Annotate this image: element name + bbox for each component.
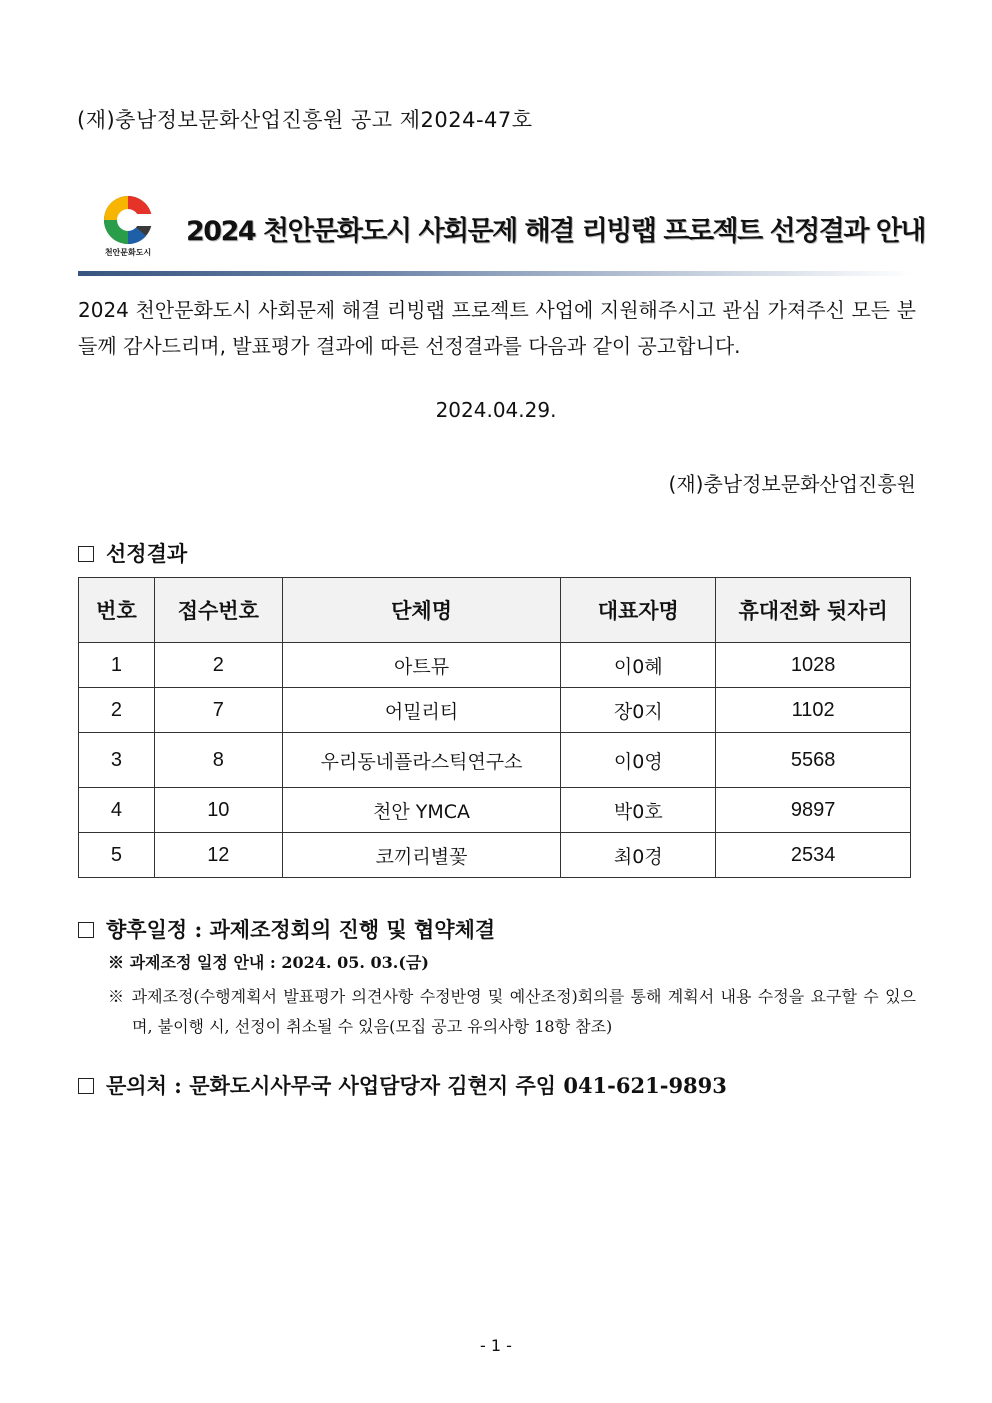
checkbox-square-icon [78,546,94,562]
notice-number: (재)충남정보문화산업진흥원 공고 제2024-47호 [77,108,533,132]
cell-representative: 최0경 [561,833,716,878]
cell-group-name: 아트뮤 [282,643,561,688]
cell-phone-suffix: 2534 [716,833,911,878]
section-schedule [78,914,495,944]
organization-name: (재)충남정보문화산업진흥원 [668,472,916,496]
cell-no: 2 [79,688,155,733]
cell-receipt-no: 10 [154,788,282,833]
cell-group-name: 코끼리별꽃 [282,833,561,878]
cell-receipt-no: 2 [154,643,282,688]
cell-receipt-no: 7 [154,688,282,733]
section-result [78,538,187,568]
header-no: 번호 [79,578,155,643]
table-header-row [79,578,911,643]
checkbox-square-icon [78,1078,94,1094]
result-table [78,577,911,878]
cell-phone-suffix: 1028 [716,643,911,688]
adjustment-note: ※ 과제조정(수행계획서 발표평가 의견사항 수정반영 및 예산조정)회의를 통해 계획서 내용 수정을 요구할 수 있으며, 불이행 시, 선정이 취소될 수 있음(모집 공고 유의사항 18항 참조) [108,987,916,1036]
section-contact-label: 문의처 : 문화도시사무국 사업담당자 김현지 주임 041-621-9893 [106,1073,727,1098]
cell-representative: 장0지 [561,688,716,733]
cell-group-name: 우리동네플라스틱연구소 [282,733,561,788]
announcement-date: 2024.04.29. [435,398,557,422]
intro-paragraph: 2024 천안문화도시 사회문제 해결 리빙랩 프로젝트 사업에 지원해주시고 관심 가져주신 모든 분들께 감사드리며, 발표평가 결과에 따른 선정결과를 다음과 같이 공고합니다. [78,298,916,358]
cell-representative: 이0혜 [561,643,716,688]
checkbox-square-icon [78,922,94,938]
cell-phone-suffix: 5568 [716,733,911,788]
table-row [79,688,911,733]
table-row [79,643,911,688]
cell-no: 3 [79,733,155,788]
cell-representative: 이0영 [561,733,716,788]
header-group-name: 단체명 [282,578,561,643]
page-number: - 1 - [480,1336,512,1355]
header-receipt-no: 접수번호 [154,578,282,643]
cell-representative: 박0호 [561,788,716,833]
cell-no: 4 [79,788,155,833]
cell-group-name: 어밀리티 [282,688,561,733]
cell-group-name: 천안 YMCA [282,788,561,833]
logo-text: 천안문화도시 [104,248,152,257]
cell-no: 1 [79,643,155,688]
section-result-label: 선정결과 [106,541,188,566]
cheonan-culture-city-logo-icon [96,193,160,265]
table-row [79,788,911,833]
header-phone-suffix: 휴대전화 뒷자리 [716,578,911,643]
title-underline [78,271,914,276]
cell-no: 5 [79,833,155,878]
cell-phone-suffix: 9897 [716,788,911,833]
cell-receipt-no: 12 [154,833,282,878]
cell-phone-suffix: 1102 [716,688,911,733]
table-row [79,833,911,878]
cell-receipt-no: 8 [154,733,282,788]
adjustment-note-block [108,982,916,1042]
schedule-note: ※ 과제조정 일정 안내 : 2024. 05. 03.(금) [108,953,429,972]
section-schedule-label: 향후일정 : 과제조정회의 진행 및 협약체결 [106,917,496,942]
page-title: 2024 천안문화도시 사회문제 해결 리빙랩 프로젝트 선정결과 안내 [186,216,925,247]
header-representative: 대표자명 [561,578,716,643]
table-row [79,733,911,788]
section-contact [78,1070,727,1100]
